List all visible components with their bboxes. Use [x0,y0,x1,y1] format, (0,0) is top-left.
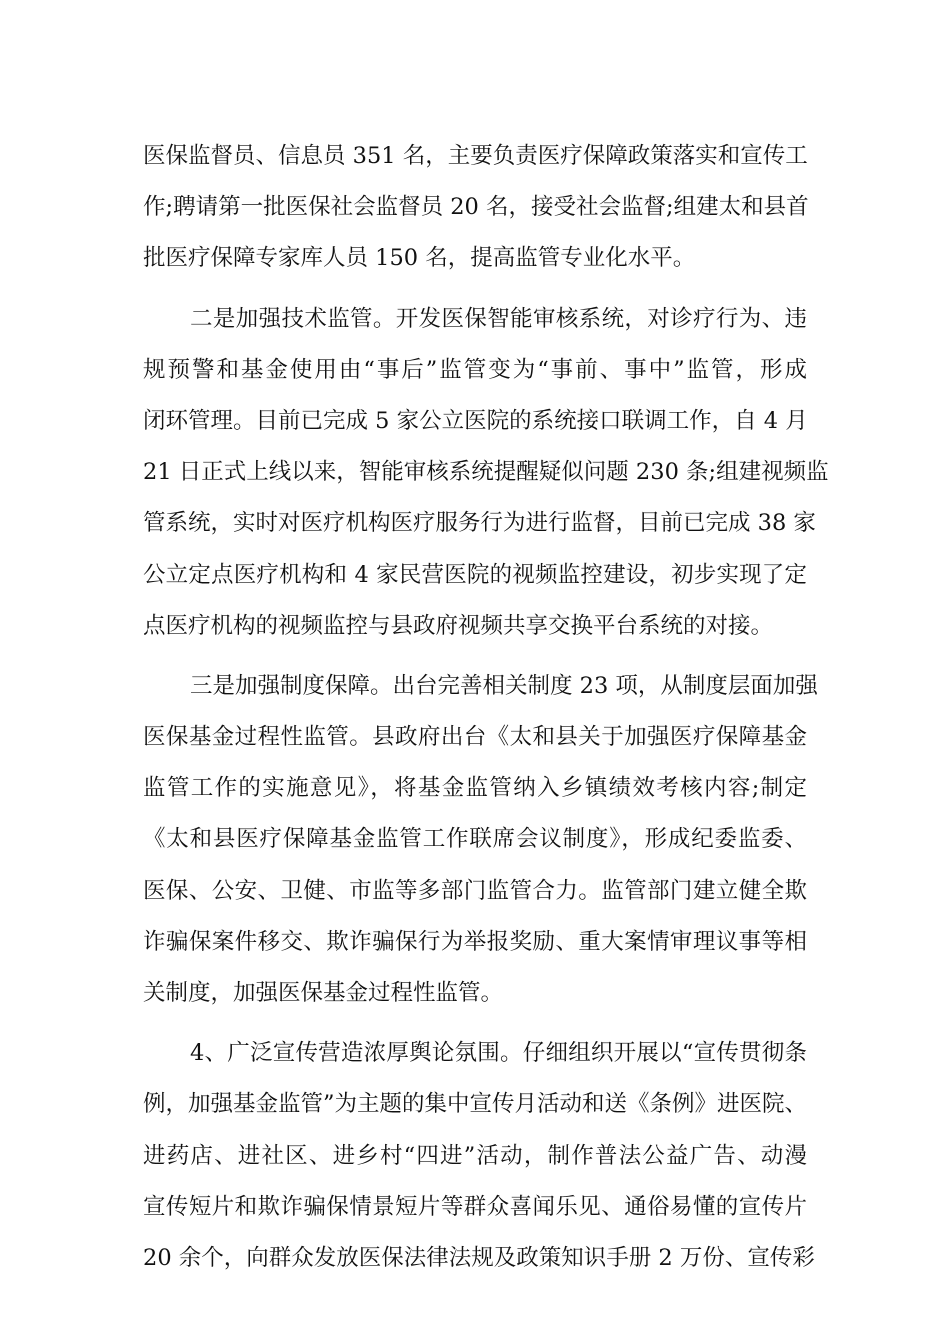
text-line: 21 日正式上线以来，智能审核系统提醒疑似问题 230 条;组建视频监 [143,459,829,486]
paragraph-gap [143,285,807,294]
paragraph-gap [143,1019,807,1028]
text-line: 监管工作的实施意见》，将基金监管纳入乡镇绩效考核内容;制定 [143,775,807,802]
paragraph-p3 [143,661,818,1019]
text-line: 点医疗机构的视频监控与县政府视频共享交换平台系统的对接。 [143,612,774,639]
text-line: 医保、公安、卫健、市监等多部门监管合力。监管部门建立健全欺 [143,877,807,904]
text-line: 《太和县医疗保障基金监管工作联席会议制度》，形成纪委监委、 [143,826,807,853]
paragraph-p2 [143,294,829,652]
text-line: 医保基金过程性监管。县政府出台《太和县关于加强医疗保障基金 [143,724,807,751]
text-line: 进药店、进社区、进乡村“四进”活动，制作普法公益广告、动漫 [143,1142,807,1169]
text-line: 三是加强制度保障。出台完善相关制度 23 项，从制度层面加强 [190,672,818,699]
text-line: 医保监督员、信息员 351 名，主要负责医疗保障政策落实和宣传工 [143,143,808,169]
text-line: 宣传短片和欺诈骗保情景短片等群众喜闻乐见、通俗易懂的宣传片 [143,1193,807,1220]
text-line: 诈骗保案件移交、欺诈骗保行为举报奖励、重大案情审理议事等相 [143,928,807,955]
text-line: 关制度，加强医保基金过程性监管。 [143,980,504,1006]
text-line: 4、广泛宣传营造浓厚舆论氛围。仔细组织开展以“宣传贯彻条 [190,1040,807,1067]
text-line: 规预警和基金使用由“事后”监管变为“事前、事中”监管，形成 [143,356,807,383]
paragraph-p4 [143,1028,815,1284]
text-line: 管系统，实时对医疗机构医疗服务行为进行监督，目前已完成 38 家 [143,510,816,537]
document-body [143,131,829,1284]
text-line: 20 余个，向群众发放医保法律法规及政策知识手册 2 万份、宣传彩 [143,1244,815,1271]
text-line: 公立定点医疗机构和 4 家民营医院的视频监控建设，初步实现了定 [143,561,807,588]
text-line: 闭环管理。目前已完成 5 家公立医院的系统接口联调工作，自 4 月 [143,407,808,434]
text-line: 作;聘请第一批医保社会监督员 20 名，接受社会监督;组建太和县首 [143,194,809,221]
paragraph-gap [143,652,807,661]
text-line: 二是加强技术监管。开发医保智能审核系统，对诊疗行为、违 [190,305,807,332]
text-line: 批医疗保障专家库人员 150 名，提高监管专业化水平。 [143,245,696,272]
paragraph-p1 [143,131,807,285]
text-line: 例，加强基金监管”为主题的集中宣传月活动和送《条例》进医院、 [143,1091,808,1118]
